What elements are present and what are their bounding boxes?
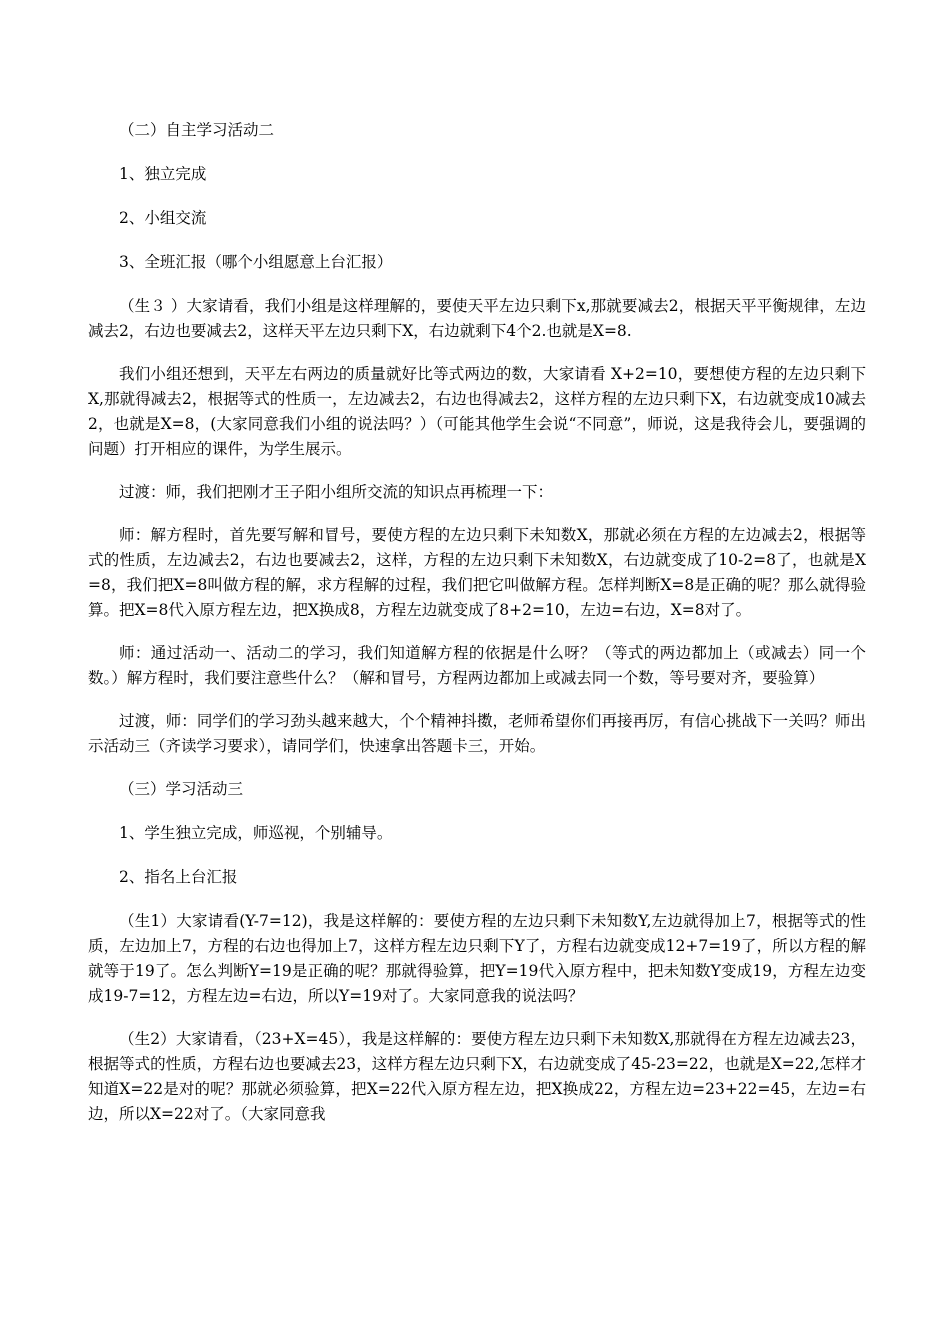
paragraph-transition-activity-three: 过渡，师：同学们的学习劲头越来越大，个个精神抖擞，老师希望你们再接再厉，有信心挑战下一关吗？师出示活动三（齐读学习要求），请同学们，快速拿出答题卡三，开始。 [88, 712, 866, 755]
paragraph-transition-review: 过渡：师，我们把刚才王子阳小组所交流的知识点再梳理一下： [119, 483, 554, 501]
step-student-independent: 1、学生独立完成，师巡视，个别辅导。 [119, 824, 393, 842]
section-heading-activity-two: （二）自主学习活动二 [119, 121, 275, 139]
paragraph-student-2: （生2）大家请看，（23+X=45），我是这样解的：要使方程左边只剩下未知数X,那就得在方程左边减去23，根据等式的性质，方程右边也要减去23，这样方程左边只剩下X，右边就变成了45-23=22，也就是X=22,怎样才知道X=22是对的呢？那就必须验算，把X=22代入原方程左边，把X换成22，方程左边=23+22=45，左边=右边，所以X=22对了。（大家同意我 [88, 1030, 866, 1123]
section-heading-activity-three: （三）学习活动三 [119, 780, 244, 798]
document-page [88, 118, 866, 1127]
step-class-report: 3、全班汇报（哪个小组愿意上台汇报） [119, 253, 393, 271]
step-named-report: 2、指名上台汇报 [119, 868, 238, 886]
paragraph-student-1: （生1）大家请看(Y-7=12)，我是这样解的：要使方程的左边只剩下未知数Y,左边就得加上7，根据等式的性质，左边加上7，方程的右边也得加上7，这样方程左边只剩下Y了，方程右边就变成12+7=19了，所以方程的解就等于19了。怎么判断Y=19是正确的呢？那就得验算，把Y=19代入原方程中，把未知数Y变成19，方程左边变成19-7=12，方程左边=右边，所以Y=19对了。大家同意我的说法吗？ [88, 912, 866, 1005]
paragraph-student-3: （生３ ）大家请看，我们小组是这样理解的，要使天平左边只剩下x,那就要减去2，根据天平平衡规律，左边减去2，右边也要减去2，这样天平左边只剩下X，右边就剩下4个2.也就是X=8. [88, 297, 866, 340]
paragraph-teacher-explanation: 师：解方程时，首先要写解和冒号，要使方程的左边只剩下未知数X，那就必须在方程的左边减去2，根据等式的性质，左边减去2，右边也要减去2，这样，方程的左边只剩下未知数X，右边就变成了10-2=8了，也就是X=8，我们把X=8叫做方程的解，求方程解的过程，我们把它叫做解方程。怎样判断X=8是正确的呢？那么就得验算。把X=8代入原方程左边，把X换成8，方程左边就变成了8+2=10，左边=右边，X=8对了。 [88, 526, 866, 619]
paragraph-group-thinking: 我们小组还想到，天平左右两边的质量就好比等式两边的数，大家请看 X+2=10，要想使方程的左边只剩下X,那就得减去2，根据等式的性质一，左边减去2，右边也得减去2，这样方程的左边只剩下X，右边就变成10减去2，也就是X=8，(大家同意我们小组的说法吗？）（可能其他学生会说“不同意”，师说，这是我待会儿，要强调的问题）打开相应的课件，为学生展示。 [88, 365, 866, 458]
paragraph-teacher-summary: 师：通过活动一、活动二的学习，我们知道解方程的依据是什么呀？（等式的两边都加上（或减去）同一个数。）解方程时，我们要注意些什么？（解和冒号，方程两边都加上或减去同一个数，等号要对齐，要验算） [88, 644, 866, 687]
step-group-exchange: 2、小组交流 [119, 209, 207, 227]
step-independent-completion: 1、独立完成 [119, 165, 207, 183]
